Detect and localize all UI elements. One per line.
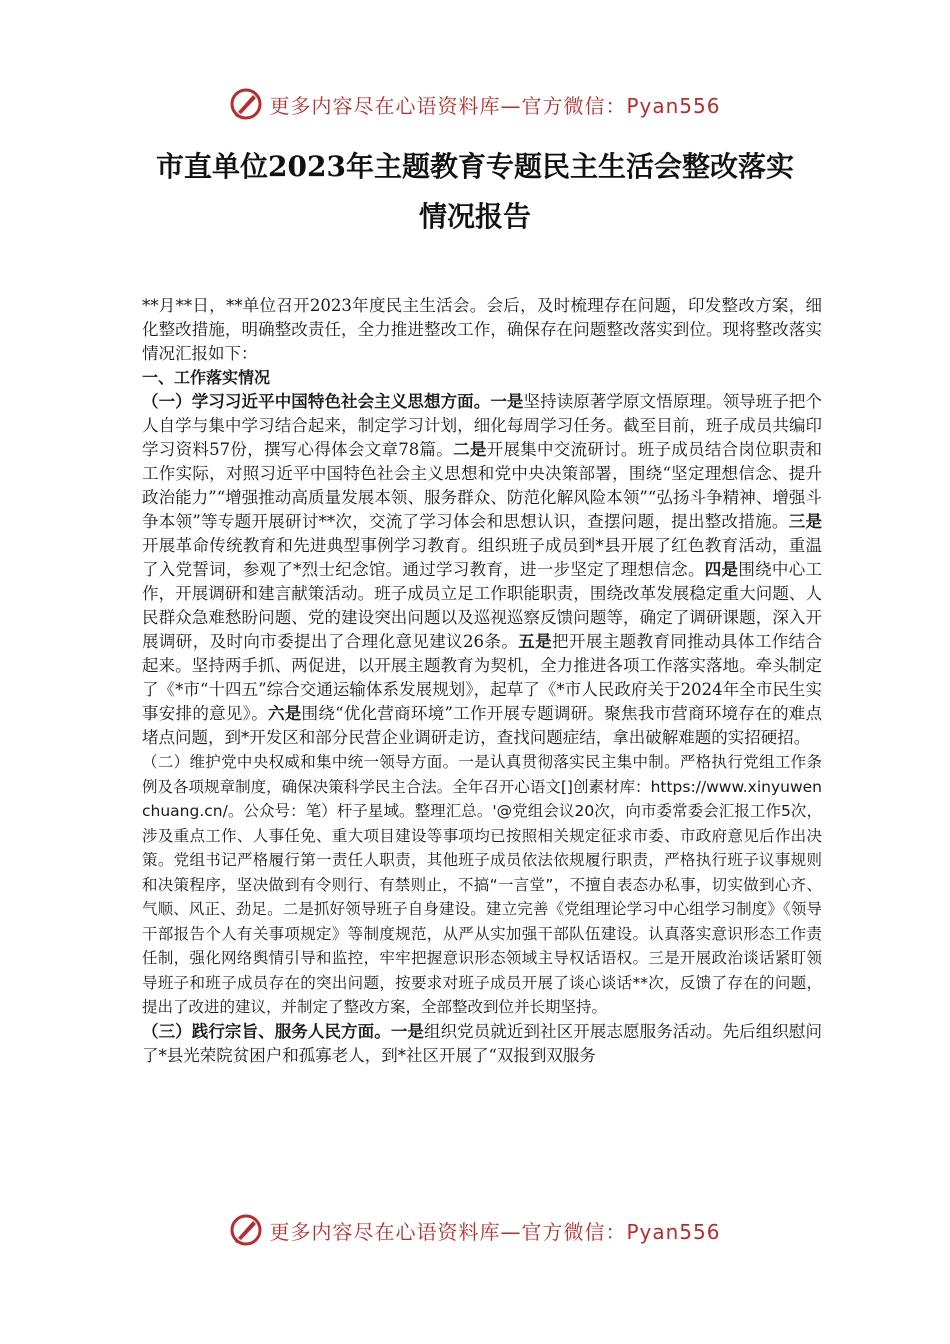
part2-paragraph: （二）维护党中央权威和集中统一领导方面。一是认真贯彻落实民主集中制。严格执行党组工作条例及各项规章制度，确保决策科学民主合法。全年召开心语文[]创素材库：https://www.xinyuwenchuang.cn/。公众号：笔）杆子星域。整理汇总。'@党组会议20次，向市委常委会汇报工作5次，涉及重点工作、人事任免、重大项目建设等事项均已按照相关规定征求市委、市政府意见后作出决策。党组书记严格履行第一责任人职责，其他班子成员依法依规履行职责，严格执行班子议事规则和决策程序，坚决做到有令则行、有禁则止，不搞“一言堂”，不擅自表态办私事，切实做到心齐、气顺、风正、劲足。二是抓好领导班子自身建设。建立完善《党组理论学习中心组学习制度》《领导干部报告个人有关事项规定》等制度规范，从严从实加强干部队伍建设。认真落实意识形态工作责任制，强化网络舆情引导和监控，牢牢把握意识形态领域主导权话语权。三是开展政治谈话紧盯领导班子和班子成员存在的突出问题，按要求对班子成员开展了谈心谈话**次，反馈了存在的问题，提出了改进的建议，并制定了整改方案，全部整改到位并长期坚持。 <box>142 753 822 1016</box>
part1-label-6: 六是 <box>267 704 302 723</box>
document-title <box>100 142 850 242</box>
title-line-1: 市直单位2023年主题教育专题民主生活会整改落实 <box>156 150 794 183</box>
part1-text-6: 围绕“优化营商环境”工作开展专题调研。聚焦我市营商环境存在的难点堵点问题，到*开发区和部分民营企业调研走访，查找问题症结，拿出破解难题的实招硬招。 <box>142 704 823 747</box>
banner-text: 更多内容尽在心语资料库—官方微信：Pyan556 <box>269 1219 721 1244</box>
part1-text-5: 把开展主题教育同推动具体工作结合起来。坚持两手抓、两促进，以开展主题教育为契机，全力推进各项工作落实落地。牵头制定了《*市“十四五”综合交通运输体系发展规划》，起草了《*市人民政府关于2024年全市民生实事安排的意见》。 <box>142 632 823 723</box>
part1-label-5: 五是 <box>518 632 553 651</box>
footer-banner <box>0 1208 950 1252</box>
brush-logo-icon <box>229 1213 263 1247</box>
part3-label-1: 一是 <box>390 1021 424 1041</box>
part1-text-2: 开展集中交流研讨。班子成员结合岗位职责和工作实际，对照习近平中国特色社会主义思想和党中央决策部署，围绕“坚定理想信念、提升政治能力”“增强推动高质量发展本领、服务群众、防范化解风险本领”“弘扬斗争精神、增强斗争本领”等专题开展研讨**次，交流了学习体会和思想认识，查摆问题，提出整改措施。 <box>142 440 823 531</box>
brush-logo-icon <box>229 87 263 121</box>
part3-paragraph <box>142 1020 822 1068</box>
document-body <box>142 294 822 1068</box>
part1-heading: （一）学习习近平中国特色社会主义思想方面。 <box>142 392 491 411</box>
section-heading: 一、工作落实情况 <box>142 368 271 387</box>
banner-text: 更多内容尽在心语资料库—官方微信：Pyan556 <box>269 93 721 118</box>
part1-label-4: 四是 <box>704 560 739 579</box>
part1-text-4: 围绕中心工作，开展调研和建言献策活动。班子成员立足工作职能职责，围绕改革发展稳定重大问题、人民群众急难愁盼问题、党的建设突出问题以及巡视巡察反馈问题等，确定了调研课题，深入开展调研，及时向市委提出了合理化意见建议26条。 <box>142 560 823 651</box>
intro-paragraph: **月**日，**单位召开2023年度民主生活会。会后，及时梳理存在问题，印发整改方案，细化整改措施，明确整改责任，全力推进整改工作，确保存在问题整改落实到位。现将整改落实情况汇报如下： <box>142 296 822 363</box>
part1-paragraph <box>142 390 822 750</box>
part1-label-3: 三是 <box>788 512 823 531</box>
part1-text-1: 坚持读原著学原文悟原理。领导班子把个人自学与集中学习结合起来，制定学习计划，细化每周学习任务。截至目前，班子成员共编印学习资料57份，撰写心得体会文章78篇。 <box>142 392 823 459</box>
part1-label-1: 一是 <box>490 392 524 411</box>
part1-text-3: 开展革命传统教育和先进典型事例学习教育。组织班子成员到*县开展了红色教育活动，重温了入党誓词，参观了*烈士纪念馆。通过学习教育，进一步坚定了理想信念。 <box>142 536 822 579</box>
part3-text-1: 组织党员就近到社区开展志愿服务活动。先后组织慰问了*县光荣院贫困户和孤寡老人，到*社区开展了“双报到双服务 <box>142 1021 823 1065</box>
title-line-2: 情况报告 <box>418 200 531 233</box>
part3-heading: （三）践行宗旨、服务人民方面。 <box>142 1021 391 1041</box>
header-banner <box>0 82 950 126</box>
part1-label-2: 二是 <box>453 440 487 459</box>
